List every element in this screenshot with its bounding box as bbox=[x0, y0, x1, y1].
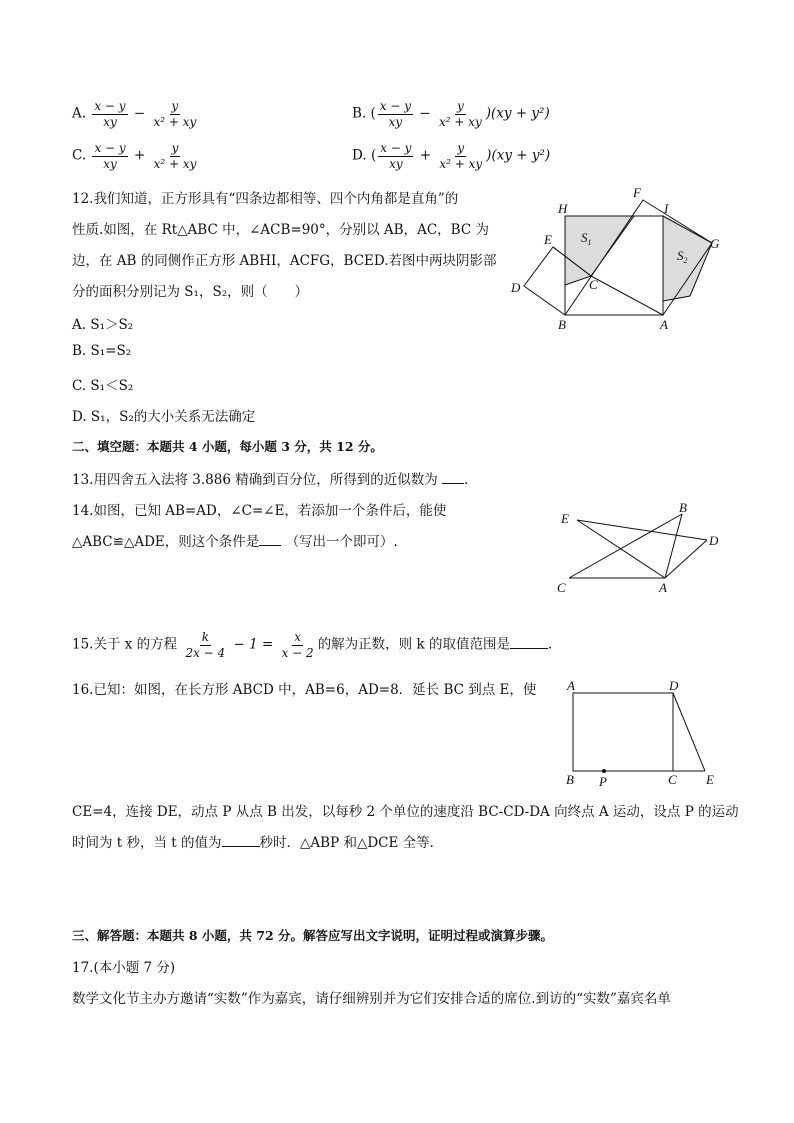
point-p bbox=[602, 769, 606, 773]
fraction: $\frac{x - y}{xy}$ bbox=[94, 141, 126, 171]
q16-figure bbox=[560, 678, 720, 788]
q12-option-b: B. S₁=S₂ bbox=[72, 343, 132, 359]
shaded-region-s2 bbox=[663, 216, 712, 301]
q14-line-1: 14.如图，已知 AB=AD，∠C=∠E，若添加一个条件后，能使 bbox=[72, 503, 447, 519]
option-label: B. bbox=[352, 105, 367, 122]
point-label-a: A bbox=[659, 580, 667, 595]
answer-blank bbox=[510, 635, 548, 649]
q15-text: 15.关于 x 的方程 $\frac{k}{2x - 4}$ − 1 = $\frac{x}{x - 2}$ 的解为正数，则 k 的取值范围是 . bbox=[72, 630, 553, 660]
rectangle-abcd bbox=[573, 693, 673, 771]
section-2-heading: 二、填空题：本题共 4 小题，每小题 3 分，共 12 分。 bbox=[72, 439, 383, 454]
q17-line-1: 数学文化节主办方邀请“实数”作为嘉宾，请仔细辨别并为它们安排合适的席位.到访的“实数”嘉宾名单 bbox=[72, 991, 671, 1007]
segment-de bbox=[673, 693, 705, 771]
q12-option-d: D. S₁，S₂的大小关系无法确定 bbox=[72, 409, 256, 425]
fraction: $\frac{y}{\text{x² + xy}}$ bbox=[439, 141, 483, 171]
option-label: C. bbox=[72, 147, 87, 164]
q12-line-1: 12.我们知道，正方形具有“四条边都相等、四个内角都是直角”的 bbox=[72, 191, 459, 207]
q13-text: 13.用四舍五入法将 3.886 精确到百分位，所得到的近似数为 . bbox=[72, 472, 469, 488]
point-label-b: B bbox=[566, 772, 574, 787]
q16-line-2: CE=4，连接 DE，动点 P 从点 B 出发，以每秒 2 个单位的速度沿 BC-CD-DA 向终点 A 运动，设点 P 的运动 bbox=[72, 804, 739, 820]
q12-line-2: 性质.如图，在 Rt△ABC 中，∠ACB=90°，分别以 AB，AC，BC 为 bbox=[72, 222, 489, 238]
point-label-g: G bbox=[710, 236, 720, 251]
answer-blank bbox=[442, 470, 464, 484]
q11-option-a: A. $\frac{x - y}{xy}$ − $\frac{y}{\text{x² + xy}}$ bbox=[72, 99, 197, 129]
q14-figure bbox=[552, 502, 727, 597]
shaded-region-s1 bbox=[565, 216, 634, 285]
area-label-s1: $S_1$ bbox=[581, 230, 592, 247]
q11-option-d: D. ( $\frac{x - y}{xy}$ + $\frac{y}{\text{x² + xy}}$ )(xy + y²) bbox=[352, 141, 551, 171]
q14-line-2: △ABC≌△ADE，则这个条件是 （写出一个即可）. bbox=[72, 534, 398, 550]
point-label-c: C bbox=[668, 772, 677, 787]
point-label-e: E bbox=[706, 772, 714, 787]
fraction: $\frac{y}{\text{x² + xy}}$ bbox=[153, 99, 197, 129]
fraction: $\frac{y}{\text{x² + xy}}$ bbox=[153, 141, 197, 171]
option-label: D. bbox=[352, 147, 367, 164]
point-label-b: B bbox=[679, 502, 687, 515]
point-label-c: C bbox=[589, 277, 598, 292]
q12-option-c: C. S₁＜S₂ bbox=[72, 378, 134, 394]
answer-blank bbox=[222, 833, 260, 847]
fraction: $\frac{k}{2x - 4}$ bbox=[185, 630, 226, 660]
section-3-heading: 三、解答题：本题共 8 小题，共 72 分。解答应写出文字说明，证明过程或演算步骤。 bbox=[72, 928, 554, 943]
area-label-s2: $S_2$ bbox=[677, 248, 688, 265]
q17-title: 17.(本小题 7 分) bbox=[72, 960, 176, 976]
point-label-d: D bbox=[511, 280, 521, 295]
q12-figure bbox=[505, 183, 745, 333]
point-label-d: D bbox=[669, 678, 679, 693]
fraction: $\frac{x}{x - 2}$ bbox=[281, 630, 314, 660]
point-label-d: D bbox=[709, 533, 719, 548]
fraction: $\frac{x - y}{xy}$ bbox=[380, 141, 412, 171]
point-label-p: P bbox=[599, 774, 607, 788]
point-label-f: F bbox=[633, 185, 641, 200]
q11-option-c: C. $\frac{x - y}{xy}$ + $\frac{y}{\text{x² + xy}}$ bbox=[72, 141, 197, 171]
segment-ab bbox=[665, 514, 682, 578]
point-label-a: A bbox=[660, 317, 668, 332]
option-label: A. bbox=[72, 105, 87, 122]
q12-line-4: 分的面积分别记为 S₁，S₂，则（ ） bbox=[72, 284, 309, 300]
point-label-h: H bbox=[558, 201, 568, 216]
q16-line-1: 16.已知：如图，在长方形 ABCD 中，AB=6，AD=8．延长 BC 到点 E，使 bbox=[72, 682, 537, 698]
point-label-b: B bbox=[558, 317, 566, 332]
fraction: $\frac{x - y}{xy}$ bbox=[379, 99, 412, 129]
q12-line-3: 边，在 AB 的同侧作正方形 ABHI，ACFG，BCED.若图中两块阴影部 bbox=[72, 253, 497, 269]
point-label-e: E bbox=[544, 232, 552, 247]
point-label-e: E bbox=[561, 511, 569, 526]
q16-line-3: 时间为 t 秒，当 t 的值为 秒时．△ABP 和△DCE 全等． bbox=[72, 835, 444, 851]
segment-ac bbox=[591, 276, 663, 315]
fraction: $\frac{y}{\text{x² + xy}}$ bbox=[438, 99, 482, 129]
point-label-c: C bbox=[557, 580, 566, 595]
q12-option-a: A. S₁＞S₂ bbox=[72, 317, 134, 333]
segment-ad bbox=[665, 540, 707, 578]
q11-option-b: B. ( $\frac{x - y}{xy}$ − $\frac{y}{\text{x² + xy}}$ )(xy + y²) bbox=[352, 99, 550, 129]
point-label-a: A bbox=[567, 678, 575, 693]
point-label-i: I bbox=[664, 201, 669, 216]
answer-blank bbox=[259, 532, 281, 546]
segment-cb bbox=[569, 514, 682, 578]
fraction: $\frac{x - y}{xy}$ bbox=[94, 99, 126, 129]
